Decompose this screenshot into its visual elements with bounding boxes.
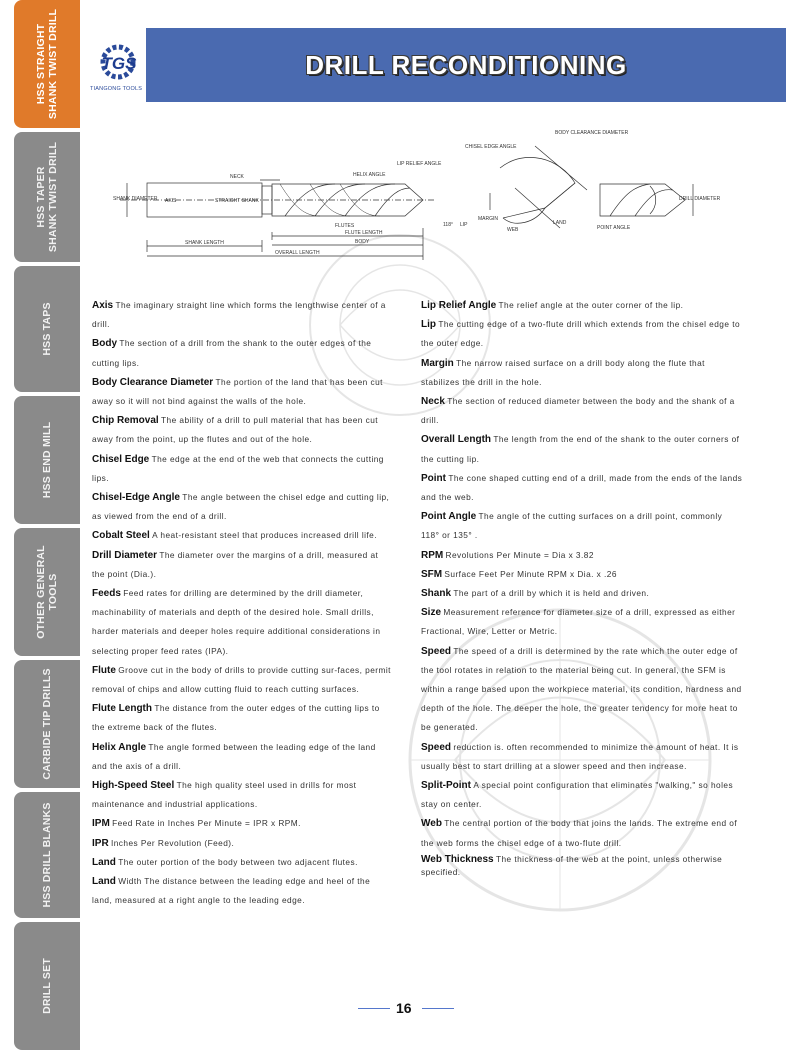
glossary-definition: The thickness of the web at the point, unless otherwise specified. xyxy=(421,853,723,877)
glossary-right-column xyxy=(421,296,743,878)
glossary-entry xyxy=(92,814,392,833)
glossary-entry xyxy=(92,872,392,910)
glossary-entry xyxy=(421,296,743,315)
diagram-label: CHISEL EDGE ANGLE xyxy=(465,144,517,150)
glossary-term: High-Speed Steel xyxy=(92,780,175,792)
glossary-definition: The relief angle at the outer corner of the lip. xyxy=(498,300,684,310)
glossary-definition: The section of a drill from the shank to the outer edges of the cutting lips. xyxy=(92,338,372,368)
diagram-label: STRAIGHT SHANK xyxy=(215,198,259,204)
glossary-definition: Surface Feet Per Minute RPM x Dia. x .26 xyxy=(444,568,617,579)
diagram-label: 118° xyxy=(443,222,453,228)
glossary-entry xyxy=(92,411,392,449)
glossary-term: IPM xyxy=(92,818,110,830)
glossary-definition: Feed Rate in Inches Per Minute = IPR x RPM. xyxy=(112,818,301,829)
glossary-term: Web xyxy=(421,818,442,830)
tab-label: HSS STRAIGHT SHANK TWIST DRILL xyxy=(35,8,59,120)
glossary-term: Overall Length xyxy=(421,434,492,446)
glossary-definition: The central portion of the body that joins the lands. The extreme end of the web forms the chisel edge of a two-flute drill. xyxy=(421,818,738,848)
glossary-term: Axis xyxy=(92,300,114,311)
glossary-definition: Inches Per Revolution (Feed). xyxy=(110,837,235,848)
glossary-term: Flute xyxy=(92,664,116,676)
glossary-term: Chip Removal xyxy=(92,415,159,427)
glossary-definition: The outer portion of the body between two adjacent flutes. xyxy=(118,856,358,867)
glossary-entry xyxy=(421,738,743,776)
glossary-definition: The angle between the chisel edge and cutting lip, as viewed from the end of a drill. xyxy=(92,492,390,522)
glossary-term: Lip Relief Angle xyxy=(421,300,497,311)
glossary-entry xyxy=(421,642,743,738)
glossary-entry xyxy=(421,392,743,430)
glossary-entry xyxy=(92,584,392,661)
diagram-label: LIP RELIEF ANGLE xyxy=(397,161,442,167)
glossary-term: Helix Angle xyxy=(92,741,147,753)
glossary-entry xyxy=(421,546,743,565)
drill-point-view xyxy=(500,157,575,223)
page-number: 16 xyxy=(396,1000,412,1016)
diagram-label: DRILL DIAMETER xyxy=(679,196,721,202)
glossary-definition: The diameter over the margins of a drill, measured at the point (Dia.). xyxy=(92,549,379,579)
glossary-entry xyxy=(92,699,392,737)
glossary-entry xyxy=(92,296,392,334)
tab-label: OTHER GENERAL TOOLS xyxy=(35,545,59,639)
glossary-term: Split-Point xyxy=(421,780,471,792)
drill-end-view xyxy=(600,184,685,216)
glossary-entry xyxy=(421,776,743,814)
diagram-label: HELIX ANGLE xyxy=(353,172,386,178)
tab-drill-set[interactable] xyxy=(14,922,80,1050)
tab-hss-taps[interactable] xyxy=(14,266,80,392)
tab-label: HSS TAPER SHANK TWIST DRILL xyxy=(35,141,59,253)
glossary-term: Neck xyxy=(421,396,445,408)
title-banner xyxy=(146,28,786,102)
glossary-definition: The speed of a drill is determined by the rate which the outer edge of the tool rotates in relation to the material being cut. In general, the SFM is within a range based upon the workpiece material, its condition, hardness and depth of the hole. The deeper the hole, the greater tendency for more heat to be generated. xyxy=(421,645,742,733)
glossary-definition: Groove cut in the body of drills to provide cutting sur-faces, permit removal of chips and allow cutting fluid to reach cutting surfaces. xyxy=(92,664,391,695)
glossary-term: Drill Diameter xyxy=(92,549,158,561)
glossary-term: Margin xyxy=(421,357,454,369)
glossary-entry xyxy=(421,565,743,584)
glossary-term: Web Thickness xyxy=(421,853,494,865)
tab-hss-taper-shank[interactable] xyxy=(14,132,80,262)
logo-subtitle: TIANGONG TOOLS xyxy=(90,86,143,92)
tab-label: HSS END MILL xyxy=(41,421,53,499)
glossary-definition: A special point configuration that eliminates "walking," so holes stay on center. xyxy=(421,780,734,810)
glossary-entry xyxy=(92,546,392,584)
glossary-left-column xyxy=(92,296,392,911)
diagram-label: LIP xyxy=(460,222,468,228)
glossary-definition: The edge at the end of the web that connects the cutting lips. xyxy=(92,453,384,483)
glossary-term: Lip xyxy=(421,319,436,331)
diagram-label: NECK xyxy=(230,174,244,180)
glossary-entry xyxy=(92,776,392,814)
glossary-entry xyxy=(421,584,743,603)
glossary-entry xyxy=(92,450,392,488)
glossary-entry xyxy=(421,853,743,878)
diagram-label: POINT ANGLE xyxy=(597,225,631,231)
glossary-definition: The portion of the land that has been cut away so it will not bind against the walls of the hole. xyxy=(92,376,383,407)
glossary-term: Body Clearance Diameter xyxy=(92,376,214,388)
glossary-entry xyxy=(421,814,743,852)
page-title: DRILL RECONDITIONING xyxy=(305,50,627,80)
glossary-definition: The angle formed between the leading edge of the land and the axis of a drill. xyxy=(92,741,376,771)
glossary-definition: The angle of the cutting surfaces on a drill point, commonly 118° or 135° . xyxy=(421,511,723,541)
glossary-term: Speed xyxy=(421,645,452,657)
tab-hss-straight-shank[interactable] xyxy=(14,0,80,128)
glossary-entry xyxy=(421,469,743,507)
diagram-label: SHANK DIAMETER xyxy=(113,196,158,202)
glossary-term: SFM xyxy=(421,568,443,580)
glossary-term: Chisel Edge xyxy=(92,453,150,465)
diagram-label: WEB xyxy=(507,227,519,233)
diagram-label: BODY CLEARANCE DIAMETER xyxy=(555,130,629,136)
tab-label: HSS TAPS xyxy=(41,302,53,356)
diagram-label: FLUTES xyxy=(335,223,355,229)
glossary-entry xyxy=(92,488,392,526)
diagram-label: SHANK LENGTH xyxy=(185,240,224,246)
diagram-label: BODY xyxy=(355,239,370,245)
tab-other-general-tools[interactable] xyxy=(14,528,80,656)
glossary-definition: Revolutions Per Minute = Dia x 3.82 xyxy=(445,549,594,560)
glossary-definition: The distance from the outer edges of the cutting lips to the extreme back of the flutes. xyxy=(92,703,380,733)
glossary-definition: Measurement reference for diameter size of a drill, expressed as either Fractional, Wire, Letter or Metric. xyxy=(421,607,736,637)
side-navigation xyxy=(14,0,80,1050)
glossary-definition: The ability of a drill to pull material that has been cut away from the point, up the flutes and out of the hole. xyxy=(92,415,379,445)
glossary-definition: The section of reduced diameter between the body and the shank of a drill. xyxy=(421,396,735,426)
glossary-term: RPM xyxy=(421,549,444,561)
glossary-definition: A heat-resistant steel that produces increased drill life. xyxy=(152,530,377,541)
glossary-entry xyxy=(421,430,743,468)
glossary-entry xyxy=(92,661,392,699)
diagram-label: LAND xyxy=(553,220,567,226)
glossary-term: Point Angle xyxy=(421,511,477,523)
glossary-entry xyxy=(421,315,743,353)
glossary-term: Feeds xyxy=(92,588,121,600)
diagram-label: OVERALL LENGTH xyxy=(275,250,320,256)
diagram-label: FLUTE LENGTH xyxy=(345,230,383,236)
glossary-definition: The part of a drill by which it is held and driven. xyxy=(453,588,650,599)
glossary-entry xyxy=(92,853,392,872)
glossary-entry xyxy=(92,526,392,545)
glossary-entry xyxy=(92,373,392,411)
glossary-entry xyxy=(421,354,743,392)
tab-label: HSS DRILL BLANKS xyxy=(41,802,53,908)
footer-divider xyxy=(358,1008,390,1009)
glossary-entry xyxy=(92,334,392,372)
glossary-entry xyxy=(421,507,743,545)
glossary-term: Chisel-Edge Angle xyxy=(92,492,180,504)
tab-carbide-tip-drills[interactable] xyxy=(14,660,80,788)
glossary-definition: Width The distance between the leading edge and heel of the land, measured at a right angle to the leading edge. xyxy=(92,876,371,906)
glossary-term: Shank xyxy=(421,588,452,600)
glossary-term: Cobalt Steel xyxy=(92,530,150,542)
diagram-label: MARGIN xyxy=(478,216,498,222)
glossary-definition: The cutting edge of a two-flute drill which extends from the chisel edge to the outer edge. xyxy=(421,319,741,349)
diagram-label: AXIS xyxy=(165,198,177,204)
drill-diagram xyxy=(105,128,725,268)
page-footer xyxy=(0,1000,810,1020)
glossary-definition: The narrow raised surface on a drill body along the flute that stabilizes the drill in the hole. xyxy=(421,357,705,387)
glossary-definition: Feed rates for drilling are determined by the drill diameter, machinability of materials and depth of the desired hole. Small drills, harder materials and deeper holes require additional considerations in selecting proper feed rates (IPA). xyxy=(92,588,381,656)
tab-hss-end-mill[interactable] xyxy=(14,396,80,524)
glossary-definition: The length from the end of the shank to the outer corners of the cutting lip. xyxy=(421,434,740,464)
glossary-definition: The imaginary straight line which forms the lengthwise center of a drill. xyxy=(92,300,386,330)
glossary-term: Body xyxy=(92,338,117,350)
glossary-entry xyxy=(92,738,392,776)
logo-text: TGS xyxy=(101,54,137,73)
glossary-definition: The high quality steel used in drills for most maintenance and industrial applications. xyxy=(92,780,357,810)
glossary-term: Point xyxy=(421,472,446,484)
glossary-term: Size xyxy=(421,607,442,619)
glossary-entry xyxy=(92,834,392,853)
glossary-term: Land xyxy=(92,856,116,868)
glossary-definition: The cone shaped cutting end of a drill, made from the ends of the lands and the web. xyxy=(421,472,743,503)
glossary-definition: reduction is. often recommended to minimize the amount of heat. It is usually best to start drilling at a slower speed and then increase. xyxy=(421,741,739,771)
glossary-term: Flute Length xyxy=(92,703,152,715)
glossary-entry xyxy=(421,603,743,641)
glossary-term: Land xyxy=(92,876,116,888)
tab-label: CARBIDE TIP DRILLS xyxy=(41,668,53,780)
footer-divider xyxy=(422,1008,454,1009)
tab-label: DRILL SET xyxy=(41,958,53,1014)
glossary-term: Speed xyxy=(421,741,452,753)
tab-hss-drill-blanks[interactable] xyxy=(14,792,80,918)
glossary-term: IPR xyxy=(92,837,109,849)
